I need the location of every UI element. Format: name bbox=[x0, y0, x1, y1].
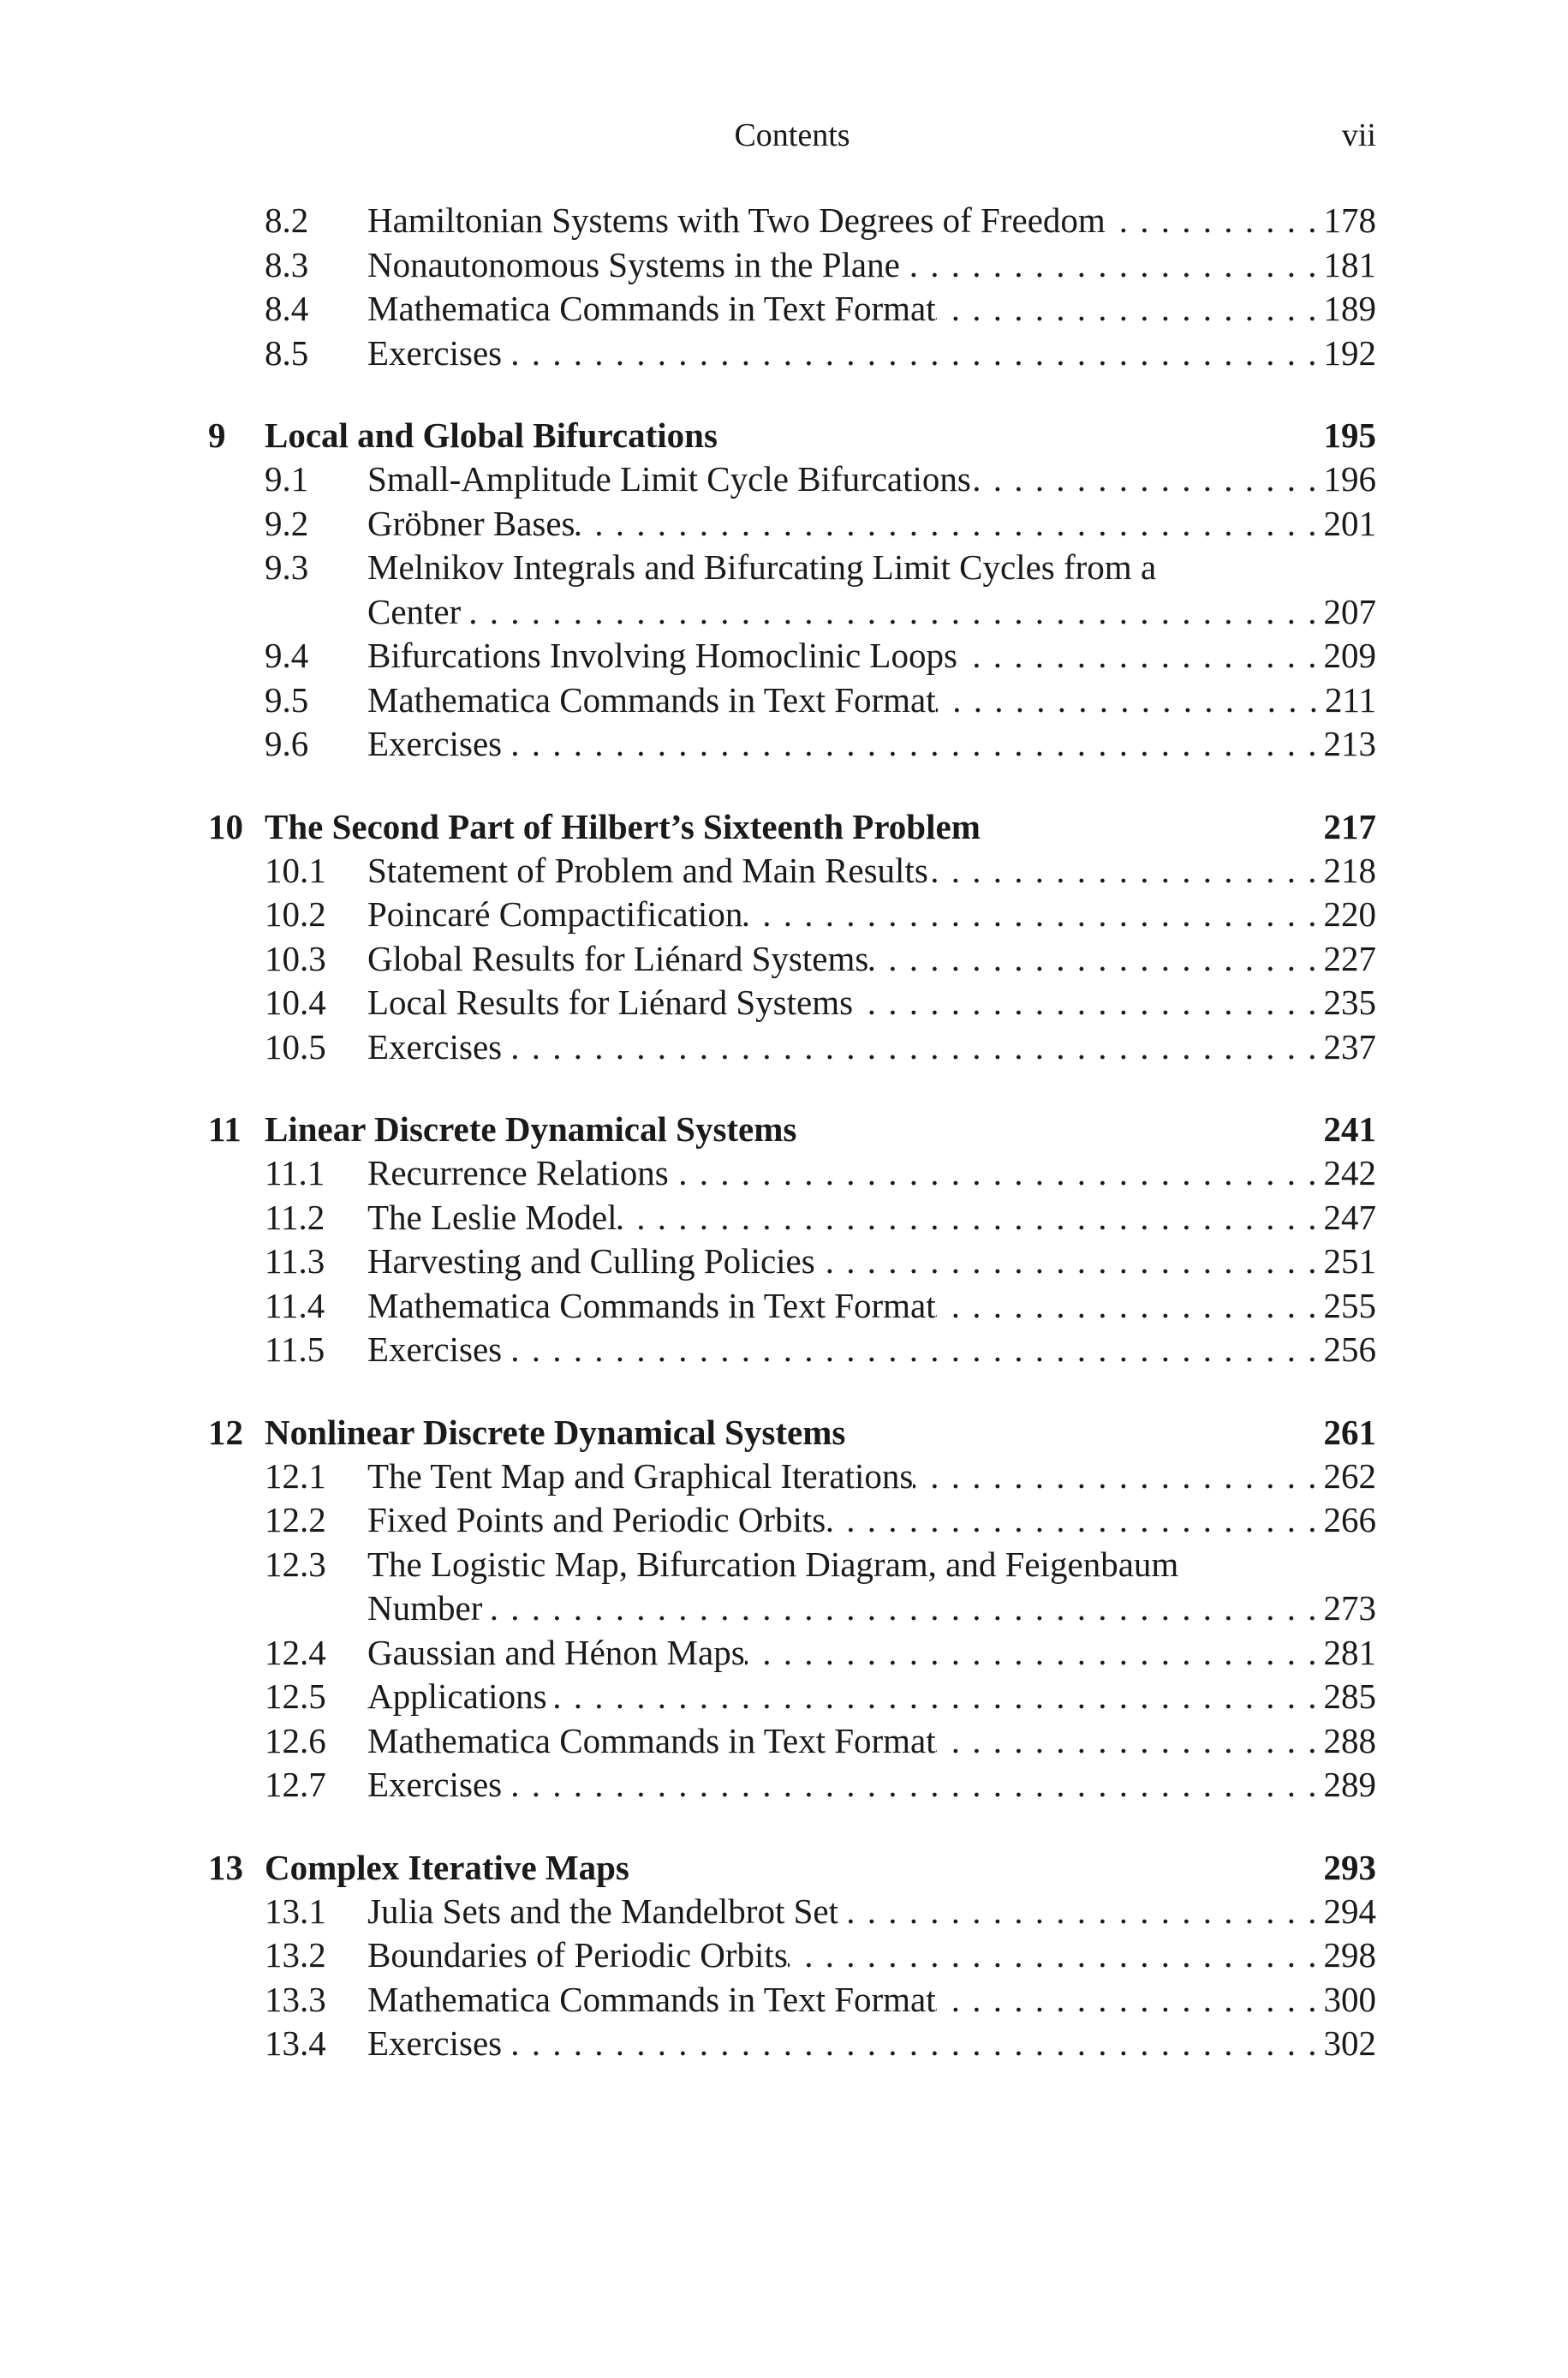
section-title: Global Results for Liénard Systems bbox=[367, 938, 869, 978]
dot-leader bbox=[502, 1025, 1323, 1070]
section-page: 209 bbox=[1323, 636, 1376, 675]
toc-entry[interactable] bbox=[208, 1978, 1376, 2022]
section-number: 11.2 bbox=[265, 1197, 325, 1237]
toc-entry[interactable] bbox=[208, 1543, 1376, 1631]
section-title: Fixed Points and Periodic Orbits bbox=[367, 1500, 826, 1539]
section-page: 213 bbox=[1323, 724, 1376, 763]
section-page: 288 bbox=[1323, 1720, 1376, 1760]
section-title: Melnikov Integrals and Bifurcating Limit Cycles from a bbox=[367, 547, 1157, 587]
dot-leader bbox=[936, 1719, 1324, 1764]
section-number: 12.6 bbox=[265, 1720, 326, 1760]
chapter-title: Local and Global Bifurcations bbox=[265, 415, 718, 455]
section-number: 11.3 bbox=[265, 1241, 325, 1281]
section-number: 9.5 bbox=[265, 679, 309, 720]
toc-chapter bbox=[208, 1845, 1376, 2066]
running-title: Contents bbox=[734, 117, 850, 153]
section-number: 12.2 bbox=[265, 1500, 326, 1539]
section-title: Mathematica Commands in Text Format bbox=[367, 1979, 936, 2019]
section-number: 12.4 bbox=[265, 1632, 326, 1672]
section-title: The Leslie Model bbox=[367, 1197, 617, 1237]
table-of-contents bbox=[208, 199, 1376, 2104]
section-title: Hamiltonian Systems with Two Degrees of Freedom bbox=[367, 200, 1106, 240]
toc-chapter bbox=[208, 1107, 1376, 1372]
section-page: 256 bbox=[1323, 1329, 1376, 1369]
toc-entry[interactable] bbox=[208, 1631, 1376, 1676]
toc-entry[interactable] bbox=[208, 678, 1376, 723]
chapter-heading[interactable] bbox=[208, 1845, 1376, 1890]
chapter-page: 293 bbox=[1323, 1847, 1376, 1887]
chapter-page: 241 bbox=[1323, 1109, 1376, 1149]
dot-leader bbox=[502, 722, 1323, 767]
toc-entry[interactable] bbox=[208, 546, 1376, 634]
toc-entry[interactable] bbox=[208, 1763, 1376, 1807]
section-page: 255 bbox=[1323, 1285, 1376, 1325]
toc-entry[interactable] bbox=[208, 1240, 1376, 1284]
section-page: 285 bbox=[1323, 1676, 1376, 1716]
toc-entry[interactable] bbox=[208, 1151, 1376, 1196]
section-title: Mathematica Commands in Text Format bbox=[367, 289, 936, 328]
section-number: 8.5 bbox=[265, 332, 309, 373]
page-header bbox=[208, 117, 1376, 159]
section-title: Mathematica Commands in Text Format bbox=[367, 1285, 936, 1325]
section-title: Nonautonomous Systems in the Plane bbox=[367, 244, 900, 284]
dot-leader bbox=[575, 502, 1324, 547]
section-number: 11.5 bbox=[265, 1329, 325, 1369]
section-page: 294 bbox=[1323, 1891, 1376, 1931]
section-number: 12.3 bbox=[265, 1544, 326, 1584]
dot-leader bbox=[547, 1675, 1324, 1719]
section-title: Number bbox=[367, 1588, 483, 1628]
section-title: Exercises bbox=[367, 1329, 503, 1369]
chapter-heading[interactable] bbox=[208, 1410, 1376, 1455]
section-page: 201 bbox=[1323, 503, 1376, 543]
section-number: 10.3 bbox=[265, 938, 326, 978]
section-page: 196 bbox=[1323, 459, 1376, 499]
toc-entry[interactable] bbox=[208, 937, 1376, 982]
section-page: 235 bbox=[1323, 983, 1376, 1022]
toc-entry[interactable] bbox=[208, 1455, 1376, 1499]
section-page: 289 bbox=[1323, 1765, 1376, 1804]
toc-chapter bbox=[208, 199, 1376, 375]
dot-leader bbox=[669, 1151, 1324, 1196]
section-title: Gaussian and Hénon Maps bbox=[367, 1632, 745, 1672]
section-page: 227 bbox=[1323, 938, 1376, 978]
section-number: 10.4 bbox=[265, 983, 326, 1022]
section-number: 11.4 bbox=[265, 1285, 325, 1325]
chapter-number: 10 bbox=[208, 806, 243, 846]
section-number: 12.7 bbox=[265, 1765, 326, 1804]
section-page: 247 bbox=[1323, 1197, 1376, 1237]
chapter-page: 217 bbox=[1323, 806, 1376, 846]
section-title: Center bbox=[367, 591, 462, 631]
section-title: Statement of Problem and Main Results bbox=[367, 850, 928, 890]
toc-chapter bbox=[208, 1410, 1376, 1807]
dot-leader bbox=[936, 1284, 1324, 1329]
chapter-heading[interactable] bbox=[208, 1107, 1376, 1151]
dot-leader bbox=[957, 634, 1324, 678]
toc-entry[interactable] bbox=[208, 457, 1376, 502]
section-page: 192 bbox=[1323, 332, 1376, 373]
section-number: 12.1 bbox=[265, 1455, 326, 1496]
toc-entry[interactable] bbox=[208, 502, 1376, 547]
toc-entry[interactable] bbox=[208, 287, 1376, 332]
dot-leader bbox=[1106, 199, 1324, 243]
section-number: 9.3 bbox=[265, 547, 309, 587]
section-page: 281 bbox=[1323, 1632, 1376, 1672]
section-number: 10.2 bbox=[265, 894, 326, 934]
section-title: Mathematica Commands in Text Format bbox=[367, 1720, 936, 1760]
section-title: Poincaré Compactification bbox=[367, 894, 743, 934]
toc-entry[interactable] bbox=[208, 1025, 1376, 1070]
section-number: 9.4 bbox=[265, 636, 309, 675]
section-page: 298 bbox=[1323, 1935, 1376, 1975]
dot-leader bbox=[502, 2022, 1323, 2066]
toc-chapter bbox=[208, 413, 1376, 767]
toc-entry[interactable] bbox=[208, 243, 1376, 288]
chapter-title: Nonlinear Discrete Dynamical Systems bbox=[265, 1412, 846, 1452]
chapter-page: 195 bbox=[1323, 415, 1376, 455]
toc-entry[interactable] bbox=[208, 1196, 1376, 1240]
dot-leader bbox=[742, 893, 1323, 937]
dot-leader bbox=[936, 1978, 1324, 2022]
section-page: 237 bbox=[1323, 1026, 1376, 1067]
section-number: 13.2 bbox=[265, 1935, 326, 1975]
section-number: 9.2 bbox=[265, 503, 309, 543]
section-page: 262 bbox=[1323, 1455, 1376, 1496]
section-page: 273 bbox=[1323, 1588, 1376, 1628]
chapter-number: 13 bbox=[208, 1847, 243, 1887]
chapter-number: 9 bbox=[208, 415, 226, 455]
toc-entry[interactable] bbox=[208, 1719, 1376, 1764]
chapter-title: Linear Discrete Dynamical Systems bbox=[265, 1109, 797, 1149]
section-title: Julia Sets and the Mandelbrot Set bbox=[367, 1891, 838, 1931]
chapter-number: 12 bbox=[208, 1412, 243, 1452]
dot-leader bbox=[502, 1328, 1323, 1372]
dot-leader bbox=[936, 678, 1325, 723]
section-number: 13.1 bbox=[265, 1891, 326, 1931]
section-page: 189 bbox=[1323, 289, 1376, 328]
section-number: 12.5 bbox=[265, 1676, 326, 1716]
section-title: Boundaries of Periodic Orbits bbox=[367, 1935, 788, 1975]
chapter-number: 11 bbox=[208, 1109, 241, 1149]
toc-entry[interactable] bbox=[208, 981, 1376, 1025]
section-page: 251 bbox=[1323, 1241, 1376, 1281]
dot-leader bbox=[928, 849, 1324, 893]
section-title: Bifurcations Involving Homoclinic Loops bbox=[367, 636, 957, 675]
toc-entry[interactable] bbox=[208, 1498, 1376, 1543]
toc-entry[interactable] bbox=[208, 1284, 1376, 1329]
section-title: Local Results for Liénard Systems bbox=[367, 983, 854, 1022]
section-title: Exercises bbox=[367, 1765, 503, 1804]
section-title: The Logistic Map, Bifurcation Diagram, and Feigenbaum bbox=[367, 1544, 1179, 1584]
section-page: 242 bbox=[1323, 1153, 1376, 1192]
section-page: 211 bbox=[1325, 679, 1376, 720]
dot-leader bbox=[502, 332, 1323, 376]
section-title: Recurrence Relations bbox=[367, 1153, 669, 1192]
section-page: 178 bbox=[1323, 200, 1376, 240]
section-title: Exercises bbox=[367, 1026, 503, 1067]
dot-leader bbox=[617, 1196, 1323, 1240]
section-number: 10.1 bbox=[265, 850, 326, 890]
toc-entry[interactable] bbox=[208, 1675, 1376, 1719]
toc-entry[interactable] bbox=[208, 1328, 1376, 1372]
dot-leader bbox=[936, 287, 1324, 332]
section-title: Exercises bbox=[367, 2023, 503, 2063]
dot-leader bbox=[826, 1498, 1323, 1543]
toc-entry[interactable] bbox=[208, 893, 1376, 937]
section-number: 8.4 bbox=[265, 289, 309, 328]
toc-entry[interactable] bbox=[208, 849, 1376, 893]
dot-leader bbox=[502, 1763, 1323, 1807]
toc-entry[interactable] bbox=[208, 722, 1376, 767]
section-number: 9.6 bbox=[265, 724, 309, 763]
toc-entry[interactable] bbox=[208, 634, 1376, 678]
page-number: vii bbox=[1341, 117, 1376, 153]
dot-leader bbox=[971, 457, 1324, 502]
section-number: 8.2 bbox=[265, 200, 309, 240]
toc-chapter bbox=[208, 804, 1376, 1070]
chapter-title: The Second Part of Hilbert’s Sixteenth Problem bbox=[265, 806, 981, 846]
section-title: The Tent Map and Graphical Iterations bbox=[367, 1455, 914, 1496]
dot-leader bbox=[900, 243, 1324, 288]
chapter-title: Complex Iterative Maps bbox=[265, 1847, 629, 1887]
toc-entry[interactable] bbox=[208, 2022, 1376, 2066]
section-number: 8.3 bbox=[265, 244, 309, 284]
section-page: 218 bbox=[1323, 850, 1376, 890]
dot-leader bbox=[815, 1240, 1324, 1284]
section-title: Mathematica Commands in Text Format bbox=[367, 679, 936, 720]
chapter-heading[interactable] bbox=[208, 804, 1376, 849]
section-title: Harvesting and Culling Policies bbox=[367, 1241, 815, 1281]
toc-entry[interactable] bbox=[208, 199, 1376, 243]
section-title: Exercises bbox=[367, 332, 503, 373]
chapter-heading[interactable] bbox=[208, 413, 1376, 457]
dot-leader bbox=[745, 1631, 1324, 1676]
section-page: 266 bbox=[1323, 1500, 1376, 1539]
section-number: 13.4 bbox=[265, 2023, 326, 2063]
dot-leader bbox=[788, 1933, 1324, 1978]
section-number: 13.3 bbox=[265, 1979, 326, 2019]
section-title: Applications bbox=[367, 1676, 547, 1716]
dot-leader bbox=[868, 937, 1323, 982]
section-title: Gröbner Bases bbox=[367, 503, 575, 543]
toc-entry[interactable] bbox=[208, 1933, 1376, 1978]
section-number: 11.1 bbox=[265, 1153, 325, 1192]
section-page: 220 bbox=[1323, 894, 1376, 934]
toc-entry[interactable] bbox=[208, 332, 1376, 376]
dot-leader bbox=[853, 981, 1323, 1025]
section-title: Small-Amplitude Limit Cycle Bifurcations bbox=[367, 459, 971, 499]
dot-leader bbox=[461, 590, 1323, 635]
dot-leader bbox=[913, 1455, 1323, 1499]
dot-leader bbox=[482, 1586, 1323, 1631]
section-page: 207 bbox=[1323, 591, 1376, 631]
section-page: 181 bbox=[1323, 244, 1376, 284]
section-page: 302 bbox=[1323, 2023, 1376, 2063]
dot-leader bbox=[838, 1890, 1324, 1934]
chapter-page: 261 bbox=[1323, 1412, 1376, 1452]
section-page: 300 bbox=[1323, 1979, 1376, 2019]
section-title: Exercises bbox=[367, 724, 503, 763]
toc-entry[interactable] bbox=[208, 1890, 1376, 1934]
section-number: 9.1 bbox=[265, 459, 309, 499]
section-number: 10.5 bbox=[265, 1026, 326, 1067]
